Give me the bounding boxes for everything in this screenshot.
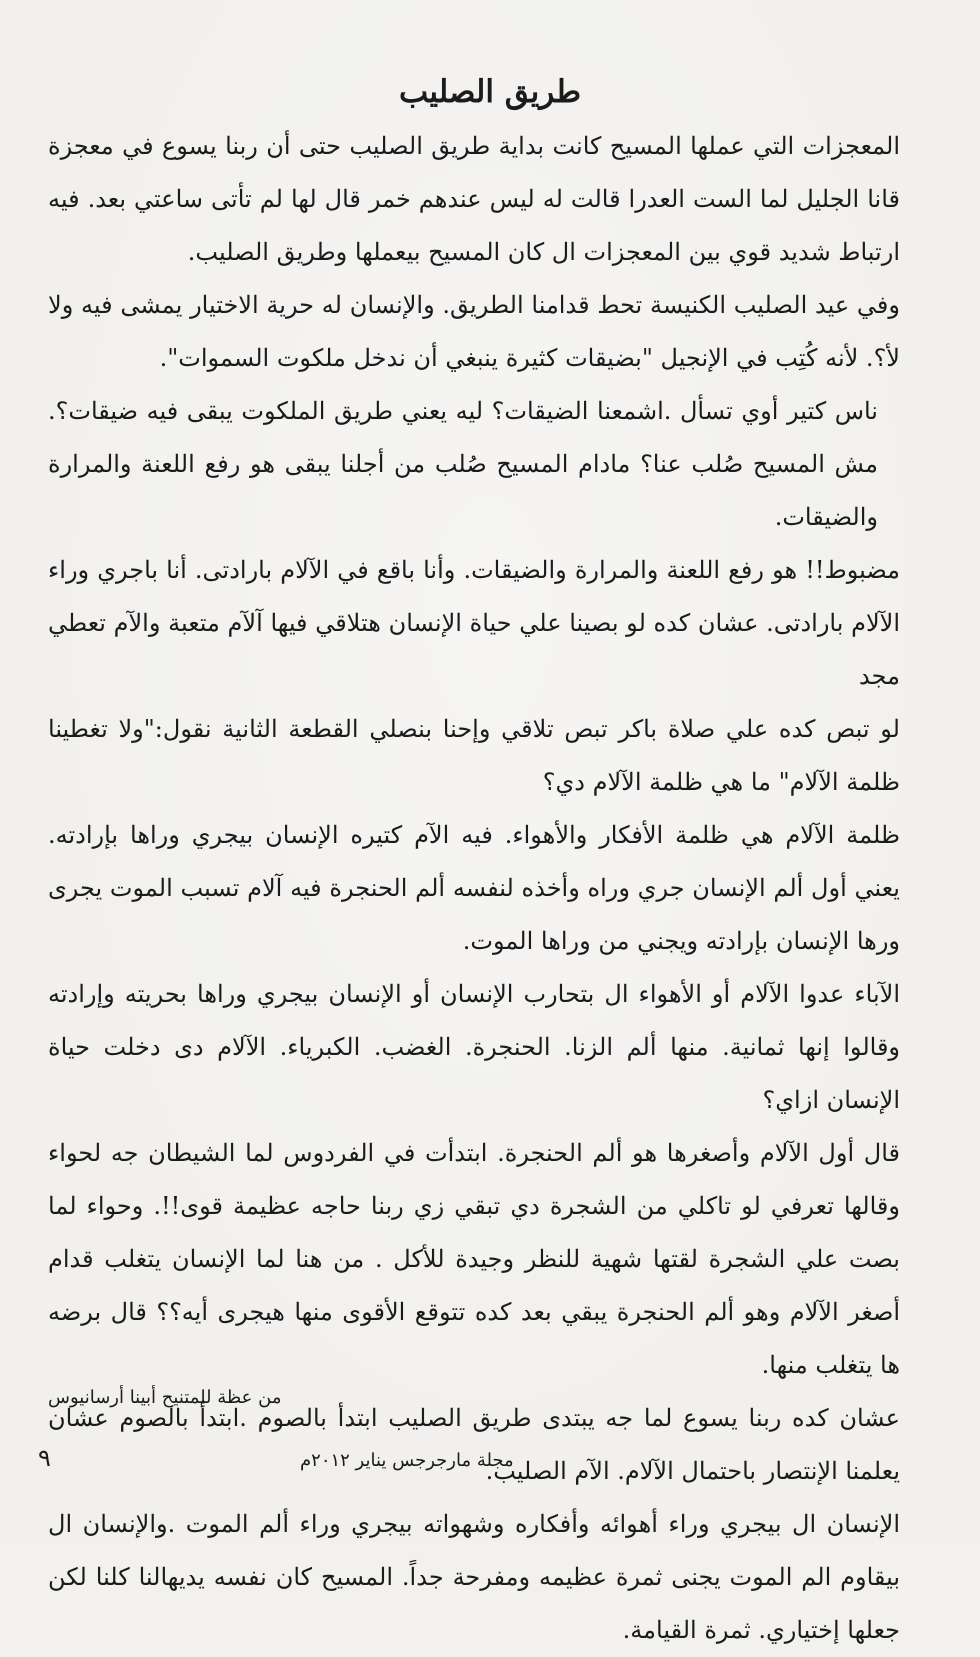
paragraph-3: ناس كتير أوي تسأل .اشمعنا الضيقات؟ ليه يعني طريق الملكوت يبقى فيه ضيقات؟. مش المسيح صُلب عنا؟ مادام المسيح صُلب من أجلنا يبقى هو رفع اللعنة والمرارة والضيقات. <box>48 397 878 531</box>
paragraph-1: المعجزات التي عملها المسيح كانت بداية طريق الصليب حتى أن ربنا يسوع في معجزة قانا الجليل لما الست العدرا قالت له ليس عندهم خمر قال لها لم تأتى ساعتي بعد. فيه ارتباط شديد قوي بين المعجزات ال كان المسيح بيعملها وطريق الصليب. <box>48 132 900 266</box>
paragraph-6: ظلمة الآلام هي ظلمة الأفكار والأهواء. فيه الآم كتيره الإنسان بيجري وراها بإرادته. يعني أول ألم الإنسان جري وراه وأخذه لنفسه ألم الحنجرة فيه آلام تسبب الموت يجرى ورها الإنسان بإرادته ويجني من وراها الموت. <box>48 821 900 955</box>
page-number: ٩ <box>38 1444 51 1472</box>
article-title: طريق الصليب <box>398 74 582 110</box>
paragraph-2: وفي عيد الصليب الكنيسة تحط قدامنا الطريق. والإنسان له حرية الاختيار يمشى فيه ولا لأ؟. لأنه كُتِب في الإنجيل "بضيقات كثيرة ينبغي أن ندخل ملكوت السموات". <box>48 291 900 372</box>
magazine-name: مجلة مارجرجس يناير ٢٠١٢م <box>300 1450 514 1471</box>
source-note: من عظة للمتنيح أبينا أرسانيوس <box>48 1387 282 1408</box>
article-body <box>48 120 900 1657</box>
paragraph-10: الإنسان ال بيجري وراء أهوائه وأفكاره وشهواته بيجري وراء ألم الموت .والإنسان ال بيقاوم الم الموت يجنى ثمرة عظيمه ومفرحة جداً. المسيح كان نفسه يديهالنا كلنا لكن جعلها إختياري. ثمرة القيامة. <box>48 1510 900 1644</box>
paragraph-7: الآباء عدوا الآلام أو الأهواء ال بتحارب الإنسان أو الإنسان بيجري وراها بحريته وإرادته وقالوا إنها ثمانية. منها ألم الزنا. الحنجرة. الغضب. الكبرياء. الآلام دى دخلت حياة الإنسان ازاي؟ <box>48 980 900 1114</box>
paragraph-8: قال أول الآلام وأصغرها هو ألم الحنجرة. ابتدأت في الفردوس لما الشيطان جه لحواء وقالها تعرفي لو تاكلي من الشجرة دي تبقي زي ربنا حاجه عظيمة قوى!!. وحواء لما بصت علي الشجرة لقتها شهية للنظر وجيدة للأكل . من هنا لما الإنسان يتغلب قدام أصغر الآلام وهو ألم الحنجرة يبقي بعد كده تتوقع الأقوى منها هيجرى أيه؟؟ قال برضه ها يتغلب منها. <box>48 1139 900 1379</box>
paragraph-5: لو تبص كده علي صلاة باكر تبص تلاقي وإحنا بنصلي القطعة الثانية نقول:"ولا تغطينا ظلمة الآلام" ما هي ظلمة الآلام دي؟ <box>48 715 900 796</box>
paragraph-4: مضبوط!! هو رفع اللعنة والمرارة والضيقات. وأنا باقع في الآلام بارادتى. أنا باجري وراء الآلام بارادتى. عشان كده لو بصينا علي حياة الإنسان هتلاقي فيها آلآم متعبة والآم تعطي مجد <box>48 556 900 690</box>
paragraph-9: عشان كده ربنا يسوع لما جه يبتدى طريق الصليب ابتدأ بالصوم .ابتدأ بالصوم عشان يعلمنا الإنتصار باحتمال الآلام. الآم الصليب. <box>48 1404 900 1485</box>
page-footer <box>0 1440 980 1480</box>
